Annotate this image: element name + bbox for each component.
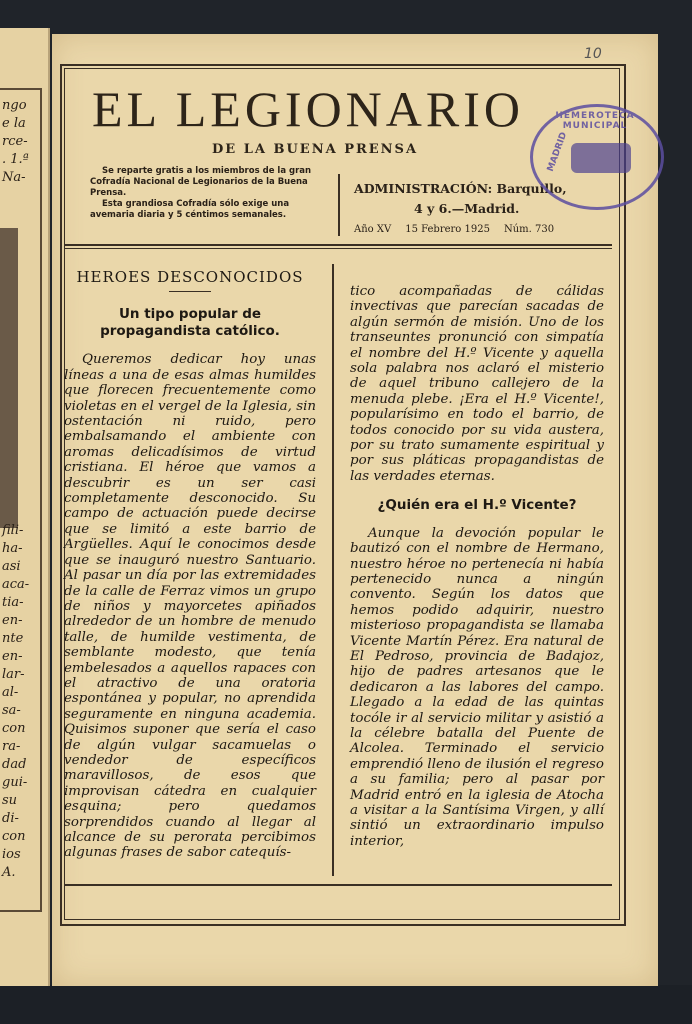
- stamp-emblem: [571, 143, 631, 173]
- section-rule: [169, 291, 211, 292]
- page-number: 10: [584, 46, 602, 62]
- masthead-title: EL LEGIONARIO: [92, 81, 525, 137]
- masthead-subtitle: DE LA BUENA PRENSA: [212, 142, 419, 157]
- previous-page-line: . 1.ª: [2, 152, 29, 167]
- distribution-notice: [90, 166, 332, 221]
- header-divider: [338, 174, 340, 236]
- article-paragraph-3: Aunque la devoción popular le bautizó con el nombre de Hermano, nuestro héroe no pertenecía ni había pertenecido nunca a ningún convento. Según los datos que hemos podido adquirir, nuestro misterioso propagandista se llamaba Vicente Martín Pérez. Era natural de El Pedroso, provincia de Badajoz, hijo de padres artesanos que le dedicaron a las labores del campo. Llegado a la edad de las quintas tocóle ir al servicio militar y asistió a la célebre batalla del Puente de Alcolea. Terminado el servicio emprendió lleno de ilusión el regreso a su familia; pero al pasar por Madrid entró en la iglesia de Atocha a visitar a la Santísima Virgen, y allí sintió un extraordinario impulso interior,: [350, 525, 604, 849]
- column-divider: [332, 264, 334, 876]
- library-stamp: [530, 104, 664, 210]
- header-rule-thin: [64, 248, 612, 249]
- issue-year: Año XV: [354, 224, 392, 235]
- admin-line-1: ADMINISTRACIÓN: Barquillo,: [354, 181, 567, 196]
- previous-page-line: lar-: [2, 667, 25, 682]
- previous-page-line: tia-: [2, 595, 24, 610]
- previous-page-line: rce-: [2, 134, 28, 149]
- header-rule: [64, 244, 612, 246]
- notice-line-2: Esta grandiosa Cofradía sólo exige una avemaria diaria y 5 céntimos semanales.: [90, 199, 290, 220]
- previous-page-line: ios: [2, 847, 21, 862]
- issue-info: [354, 224, 594, 235]
- newspaper-page: [52, 34, 658, 986]
- footer-rule: [64, 884, 612, 886]
- previous-page-line: con: [2, 829, 26, 844]
- previous-page-line: su: [2, 793, 18, 808]
- previous-page-line: fili-: [2, 523, 24, 538]
- previous-page-photo: [0, 228, 18, 528]
- admin-line-2: 4 y 6.—Madrid.: [414, 201, 520, 216]
- previous-page-line: e la: [2, 116, 26, 131]
- stamp-text: HEMEROTECA MUNICIPAL: [555, 111, 635, 131]
- stamp-city: MADRID: [545, 130, 570, 174]
- issue-date: 15 Febrero 1925: [405, 224, 490, 235]
- article-left-column: [64, 270, 316, 861]
- previous-page-line: en-: [2, 649, 23, 664]
- background-bottom: [0, 985, 692, 1024]
- previous-page-line: ngo: [2, 98, 27, 113]
- article-subheading: ¿Quién era el H.º Vicente?: [377, 497, 577, 514]
- previous-page-line: asi: [2, 559, 21, 574]
- previous-page-edge: [0, 28, 50, 986]
- previous-page-line: ra-: [2, 739, 21, 754]
- issue-number: Núm. 730: [503, 224, 555, 235]
- article-right-column: [350, 284, 604, 849]
- previous-page-line: ha-: [2, 541, 23, 556]
- article-paragraph-1: Queremos dedicar hoy unas líneas a una de esas almas humildes que florecen frecuentemente como violetas en el vergel de la Iglesia, sin ostentación ni ruido, pero embalsamando el ambiente con aromas delicadísimos de virtud cristiana. El héroe que vamos a descubrir es un ser casi completamente desconocido. Su campo de actuación puede decirse que se limitó a este barrio de Argüelles. Aquí le conocimos desde que se inauguró nuestro Santuario. Al pasar un día por las extremidades de la calle de Ferraz vimos un grupo de niños y mayorcetes apiñados alrededor de un hombre de menudo talle, de humilde vestimenta, de semblante modesto, que tenía embelesados a aquellos rapaces con el atractivo de una oratoria espontánea y popular, no aprendida seguramente en ninguna academia. Quisimos suponer que sería el caso de algún vulgar sacamuelas o vendedor de específicos maravillosos, de esos que improvisan cátedra en cualquier esquina; pero quedamos sorprendidos cuando al llegar al alcance de su perorata percibimos algunas frases de sabor catequís-: [64, 352, 316, 861]
- article-paragraph-2: tico acompañadas de cálidas invectivas que parecían sacadas de algún sermón de misión. Uno de los transeuntes pronunció con simpatía el nombre del H.º Vicente y aquella sola palabra nos aclaró el misterio de aquel tribuno callejero de la menuda plebe. ¡Era el H.º Vicente!, popularísimo en todo el barrio, de todos conocido por su vida austera, por su trato sumamente espiritual y por sus pláticas propagandistas de las verdades eternas.: [350, 284, 604, 484]
- previous-page-line: con: [2, 721, 26, 736]
- previous-page-line: A.: [2, 865, 16, 880]
- previous-page-line: sa-: [2, 703, 21, 718]
- previous-page-line: Na-: [2, 170, 26, 185]
- previous-page-line: aca-: [2, 577, 30, 592]
- section-title: HEROES DESCONOCIDOS: [76, 268, 304, 286]
- article-headline: Un tipo popular de propagandista católico.: [100, 306, 280, 340]
- previous-page-line: en-: [2, 613, 23, 628]
- previous-page-line: dad: [2, 757, 27, 772]
- previous-page-line: al-: [2, 685, 19, 700]
- previous-page-line: nte: [2, 631, 24, 646]
- notice-line-1: Se reparte gratis a los miembros de la gran Cofradía Nacional de Legionarios de la Buena Prensa.: [90, 166, 312, 198]
- previous-page-line: gui-: [2, 775, 28, 790]
- previous-page-line: di-: [2, 811, 19, 826]
